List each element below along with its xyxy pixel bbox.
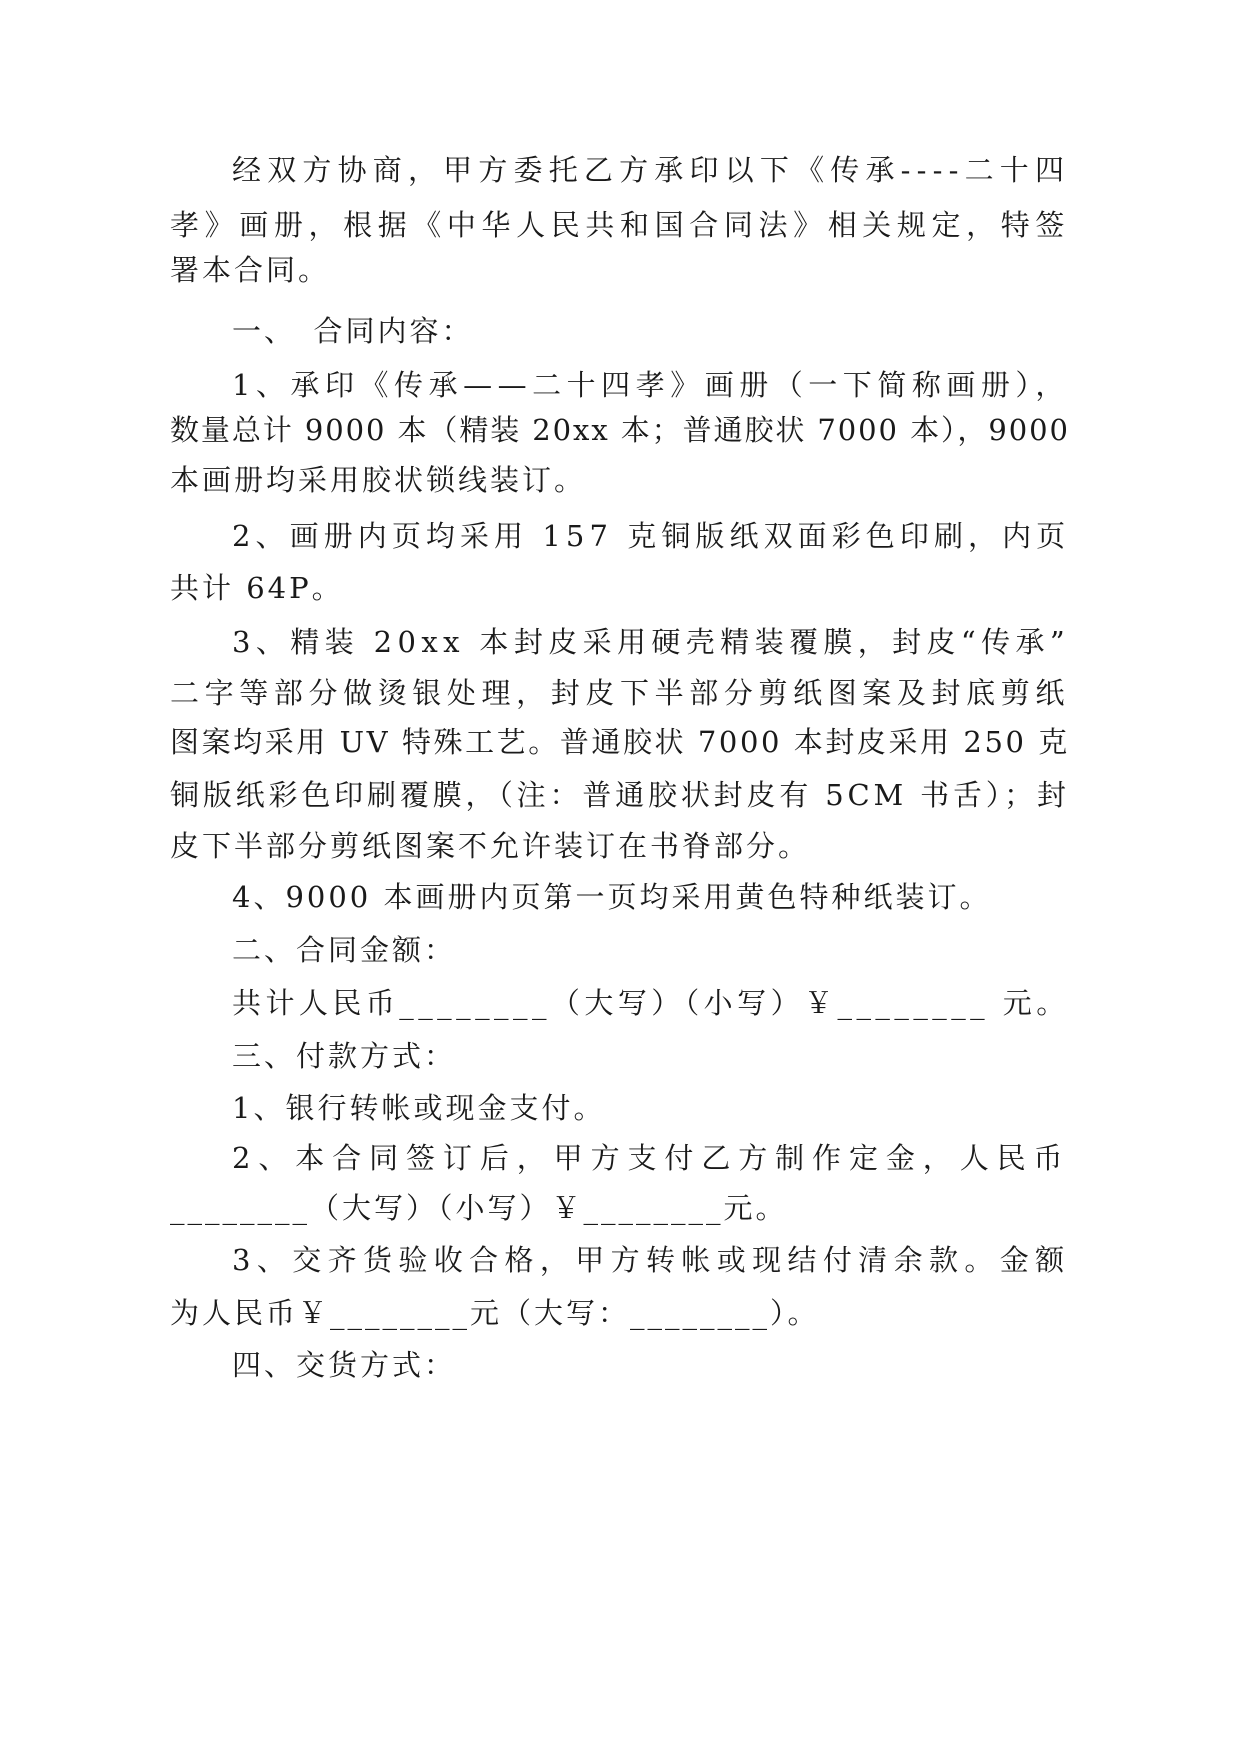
- contract-intro-line-1: 经双方协商，甲方委托乙方承印以下《传承----二十四: [232, 153, 1071, 187]
- contract-intro-line-3: 署本合同。: [170, 253, 331, 287]
- payment-clause-1-line-1: 1、银行转帐或现金支付。: [232, 1091, 606, 1125]
- clause-1-line-3: 本画册均采用胶状锁线装订。: [170, 463, 587, 497]
- clause-4-line-1: 4、9000 本画册内页第一页均采用黄色特种纸装订。: [232, 880, 992, 914]
- clause-2-line-2: 共计 64P。: [170, 571, 344, 605]
- clause-3-line-2: 二字等部分做烫银处理，封皮下半部分剪纸图案及封底剪纸: [170, 676, 1071, 710]
- clause-1-line-1: 1、承印《传承——二十四孝》画册（一下简称画册），: [232, 368, 1070, 402]
- clause-3-line-1: 3、精装 20xx 本封皮采用硬壳精装覆膜，封皮“传承”: [232, 625, 1071, 659]
- clause-2-line-1: 2、画册内页均采用 157 克铜版纸双面彩色印刷，内页: [232, 519, 1071, 553]
- payment-clause-2-line-1: 2、本合同签订后，甲方支付乙方制作定金，人民币: [232, 1141, 1071, 1175]
- section-heading-contract-amount: 二、合同金额：: [232, 933, 457, 967]
- payment-clause-3-line-1: 3、交齐货验收合格，甲方转帐或现结付清余款。金额: [232, 1243, 1071, 1277]
- contract-intro-line-2: 孝》画册，根据《中华人民共和国合同法》相关规定，特签: [170, 208, 1071, 242]
- amount-total-line: 共计人民币________（大写）（小写）￥________ 元。: [232, 986, 1070, 1020]
- clause-3-line-5: 皮下半部分剪纸图案不允许装订在书脊部分。: [170, 829, 811, 863]
- section-heading-payment-method: 三、付款方式：: [232, 1039, 457, 1073]
- clause-1-line-2: 数量总计 9000 本（精装 20xx 本；普通胶状 7000 本），9000: [170, 413, 1070, 447]
- clause-3-line-3: 图案均采用 UV 特殊工艺。普通胶状 7000 本封皮采用 250 克: [170, 725, 1070, 759]
- section-heading-delivery-method: 四、交货方式：: [232, 1348, 457, 1382]
- payment-clause-2-line-2: ________（大写）（小写）￥________元。: [170, 1191, 788, 1225]
- payment-clause-3-line-2: 为人民币￥________元（大写：________）。: [170, 1296, 820, 1330]
- clause-3-line-4: 铜版纸彩色印刷覆膜，（注：普通胶状封皮有 5CM 书舌）；封: [170, 778, 1070, 812]
- section-heading-contract-content: 一、 合同内容：: [232, 314, 474, 348]
